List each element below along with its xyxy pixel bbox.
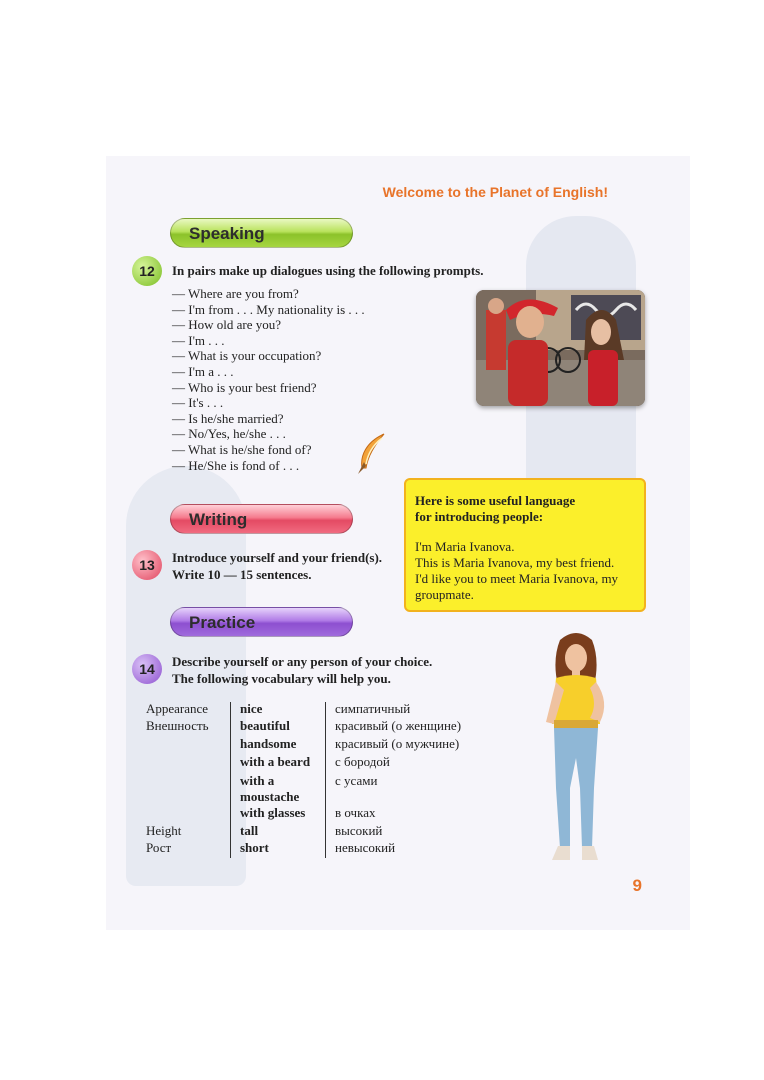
vocab-translation: с усами: [335, 773, 378, 788]
prompt-item: — Is he/she married?: [172, 410, 284, 426]
column-divider: [325, 702, 326, 858]
girl-photo: [530, 632, 620, 873]
vocab-word: with a: [240, 773, 275, 788]
vocab-word: tall: [240, 823, 259, 838]
quill-pen-icon: [356, 432, 388, 481]
useful-language-line: I'm Maria Ivanova.: [415, 539, 515, 554]
vocab-translation: с бородой: [335, 754, 390, 769]
vocab-category: Height: [146, 823, 182, 838]
exercise-number-12: 12: [132, 256, 162, 286]
vocab-word: beautiful: [240, 718, 290, 734]
practice-instruction-line: The following vocabulary will help you.: [172, 671, 391, 686]
prompt-item: — What is your occupation?: [172, 348, 322, 364]
vocab-word: nice: [240, 701, 263, 716]
photo-people-talking: [476, 290, 645, 406]
vocab-translation: красивый (о женщине): [335, 718, 462, 734]
exercise-number-13: 13: [132, 550, 162, 580]
writing-instruction: [172, 549, 382, 583]
vocab-category: Рост: [146, 840, 172, 855]
vocab-translation: невысокий: [335, 840, 396, 855]
exercise-number-14: 14: [132, 654, 162, 684]
writing-instruction-line: Write 10 — 15 sentences.: [172, 567, 312, 582]
writing-instruction-line: Introduce yourself and your friend(s).: [172, 550, 383, 565]
vocab-word: short: [240, 840, 269, 855]
prompt-item: — Who is your best friend?: [172, 379, 317, 395]
practice-instruction-line: Describe yourself or any person of your choice.: [172, 654, 433, 669]
useful-language-line: I'd like you to meet Maria Ivanova, my: [415, 571, 619, 586]
vocab-category: Appearance: [146, 701, 209, 716]
useful-language-box: [404, 478, 646, 612]
vocab-translation: красивый (о мужчине): [335, 735, 460, 751]
useful-language-heading: for introducing people:: [415, 509, 544, 524]
vocab-word: handsome: [240, 735, 297, 751]
useful-language-line: This is Maria Ivanova, my best friend.: [415, 555, 615, 570]
vocab-word: with glasses: [240, 805, 306, 820]
prompt-item: — I'm a . . .: [172, 363, 234, 379]
section-title-speaking: Speaking: [170, 218, 353, 248]
prompt-item: — What is he/she fond of?: [172, 441, 312, 457]
page-number: 9: [632, 876, 642, 895]
column-divider: [230, 702, 231, 858]
vocab-translation: высокий: [335, 823, 383, 838]
prompt-item: — It's . . .: [172, 395, 224, 411]
prompt-item: — He/She is fond of . . .: [172, 457, 300, 473]
textbook-page: [106, 156, 690, 930]
vocab-word: with a beard: [240, 754, 311, 769]
practice-instruction: [172, 653, 432, 687]
prompt-item: — Where are you from?: [172, 286, 299, 301]
vocab-word: moustache: [240, 789, 300, 804]
useful-language-line: groupmate.: [415, 587, 474, 602]
running-title: Welcome to the Planet of English!: [382, 184, 608, 200]
prompt-list: [172, 286, 365, 473]
prompt-item: — No/Yes, he/she . . .: [172, 426, 286, 442]
speaking-instruction: In pairs make up dialogues using the following prompts.: [172, 263, 484, 278]
vocab-translation: в очках: [335, 805, 376, 820]
prompt-item: — How old are you?: [172, 317, 282, 333]
useful-language-heading: Here is some useful language: [415, 493, 576, 508]
section-title-writing: Writing: [170, 504, 353, 534]
prompt-item: — I'm from . . . My nationality is . . .: [172, 301, 365, 317]
section-title-practice: Practice: [170, 607, 353, 637]
vocab-category: Внешность: [146, 718, 209, 734]
vocab-translation: симпатичный: [335, 701, 411, 716]
prompt-item: — I'm . . .: [172, 332, 225, 348]
